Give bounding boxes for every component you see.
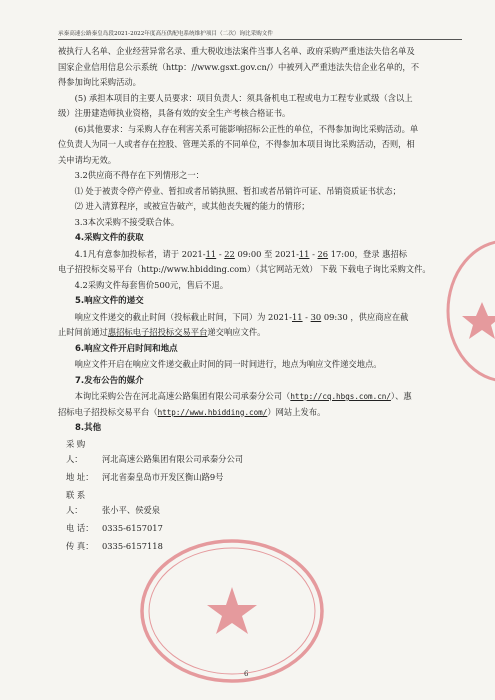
paragraph: 3.2供应商不得存在下列情形之一： [74,170,204,180]
paragraph: 4.1凡有意参加投标者，请于 2021-11 - 22 09:00 至 2021-11 - 26 17:00，登录 惠招标 [74,248,408,259]
running-header: 承秦高速公路秦皇岛段2021-2022年度高压供配电系统维护项目（二次）询比采购文件 [58,29,462,40]
paragraph: 响应文件递交的截止时间（投标截止时间，下同）为 2021-11 - 30 09:30 ，供应商应在截 [74,311,409,322]
paragraph: (5) 承担本项目的主要人员要求：项目负责人：须具备机电工程或电力工程专业贰级（含以上 [74,92,413,103]
section-heading: 6.响应文件开启时间和地点 [75,343,178,354]
paragraph: 国家企业信用信息公示系统（http：//www.gsxt.gov.cn/）中被列入严重违法失信企业名单的，不 [58,61,420,72]
paragraph: 被执行人名单、企业经营异常名录、重大税收违法案件当事人名单、政府采购严重违法失信名单及 [58,46,415,56]
contact-phone: 电 话： 0335-6157017 [66,522,163,533]
section-heading: 5.响应文件的递交 [75,296,144,306]
paragraph: 响应文件开启在响应文件递交截止时间的同一时间进行，地点为响应文件递交地点。 [74,359,382,369]
paragraph: 电子招投标交易平台（http://www.hbidding.com）（其它网站无效） 下载 下载电子询比采购文件。 [58,264,431,274]
paragraph: 关申请均无效。 [58,154,117,165]
website-link[interactable]: http://www.hbidding.com/ [157,407,268,417]
page-content [58,44,463,557]
paragraph: 级）注册建造师执业资格，具备有效的安全生产考核合格证书。 [58,108,291,118]
paragraph: 本询比采购公告在河北高速公路集团有限公司承秦分公司（http://cq.hbgs.com.cn/）、惠 [74,391,412,401]
section-heading: 7.发布公告的媒介 [75,375,144,386]
page-number: 6 [244,670,249,678]
contact-block [58,437,463,554]
paragraph: ⑴ 处于被责令停产停业、暂扣或者吊销执照、暂扣或者吊销许可证、吊销资质证书状态； [74,185,401,196]
contact-person: 联 系 人： 张小平、侯爱泉 [66,489,161,515]
paragraph: (6)其他要求：与采购人存在利害关系可能影响招标公正性的单位，不得参加询比采购活动。单 [74,123,419,134]
paragraph: 止时间前通过惠招标电子招投标交易平台递交响应文件。 [58,327,266,337]
paragraph: 招标电子招投标交易平台（http://www.hbidding.com/）网站上发布。 [58,406,326,417]
paragraph: 3.3本次采购不接受联合体。 [74,216,180,227]
section-heading: 4.采购文件的获取 [75,233,144,243]
paragraph: 位负责人为同一人或者存在控股、管理关系的不同单位，不得参加本项目询比采购活动，否则，相 [58,139,415,149]
paragraph: ⑵ 进入清算程序，或被宣告破产，或其他丧失履约能力的情形； [74,201,310,211]
paragraph: 4.2采购文件每套售价500元，售后不退。 [74,279,229,290]
contact-address: 地 址： 河北省秦皇岛市开发区衡山路9号 [66,471,224,482]
section-heading: 8.其他 [75,423,102,433]
contact-buyer: 采 购 人： 河北高速公路集团有限公司承秦分公司 [66,438,244,464]
website-link[interactable]: http://cq.hbgs.com.cn/ [290,392,391,401]
contact-fax: 传 真： 0335-6157118 [66,540,163,551]
official-seal-stamp [138,535,326,687]
paragraph: 得参加询比采购活动。 [58,77,141,87]
